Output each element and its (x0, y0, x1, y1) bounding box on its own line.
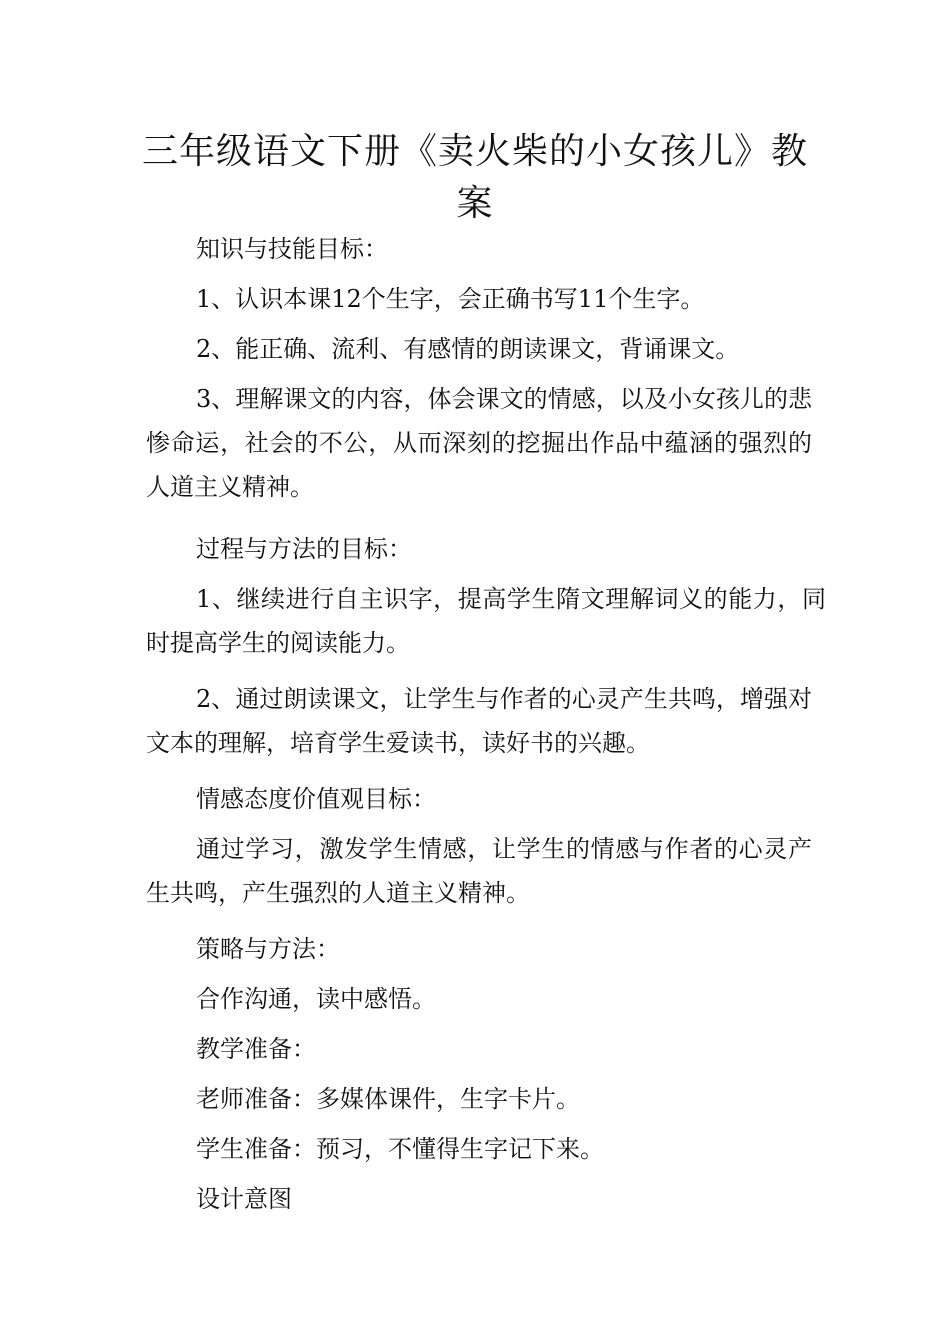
paragraph-process-goal-1: 1、继续进行自主识字，提高学生隋文理解词义的能力，同时提高学生的阅读能力。 (146, 585, 826, 657)
paragraph-process-goal-2: 2、通过朗读课文，让学生与作者的心灵产生共鸣，增强对文本的理解，培育学生爱读书，读好书的兴趣。 (146, 685, 812, 757)
paragraph-goal-3: 3、理解课文的内容，体会课文的情感，以及小女孩儿的悲惨命运，社会的不公，从而深刻的挖掘出作品中蕴涵的强烈的人道主义精神。 (146, 385, 812, 501)
paragraph-strategy-heading: 策略与方法： (196, 935, 340, 963)
paragraph-goal-2: 2、能正确、流利、有感情的朗读课文，背诵课文。 (196, 335, 740, 363)
paragraph-preparation-heading: 教学准备： (196, 1035, 316, 1063)
paragraph-attitude-goal: 通过学习，激发学生情感，让学生的情感与作者的心灵产生共鸣，产生强烈的人道主义精神。 (146, 835, 812, 907)
paragraph-student-preparation: 学生准备：预习，不懂得生字记下来。 (196, 1135, 604, 1163)
paragraph-teacher-preparation: 老师准备：多媒体课件，生字卡片。 (196, 1085, 580, 1113)
paragraph-goal-1: 1、认识本课12个生字，会正确书写11个生字。 (196, 285, 705, 313)
paragraph-knowledge-goals-heading: 知识与技能目标： (196, 235, 388, 263)
paragraph-attitude-goals-heading: 情感态度价值观目标： (196, 785, 436, 813)
document-title: 三年级语文下册《卖火柴的小女孩儿》教案 (141, 131, 808, 224)
paragraph-design-intent: 设计意图 (196, 1185, 292, 1213)
paragraph-process-goals-heading: 过程与方法的目标： (196, 535, 412, 563)
paragraph-strategy: 合作沟通，读中感悟。 (196, 985, 436, 1013)
